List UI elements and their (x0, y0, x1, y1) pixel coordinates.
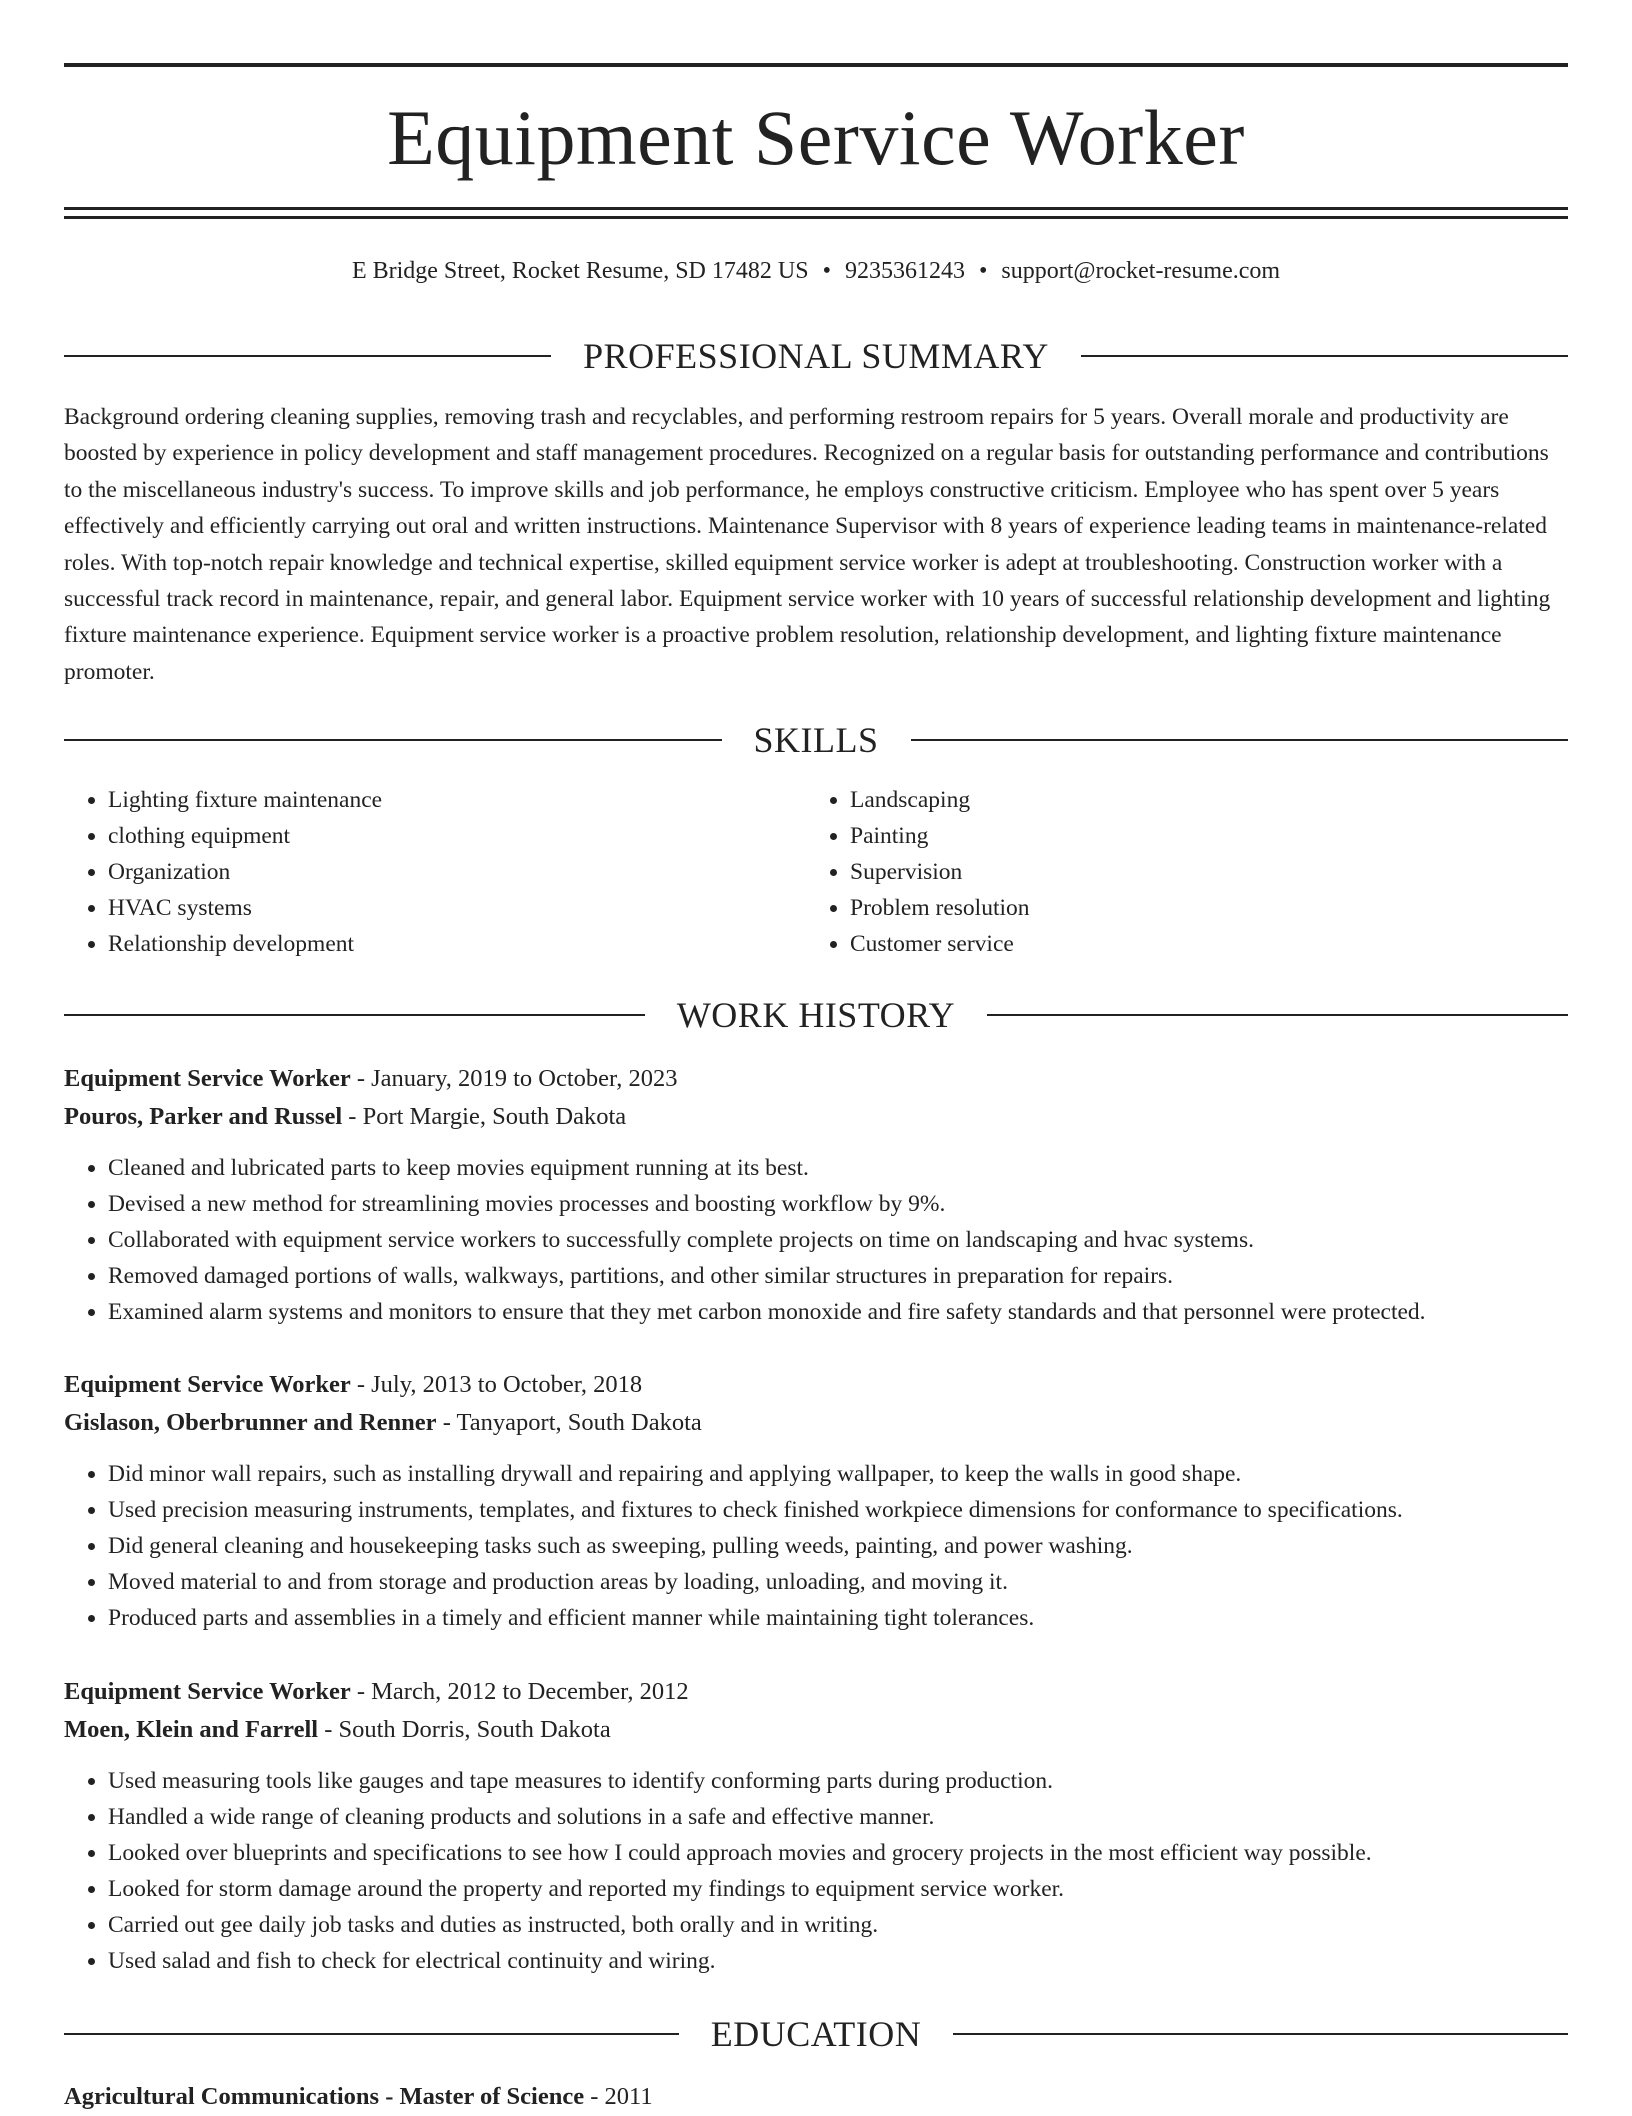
job-title: Equipment Service Worker (64, 1678, 351, 1705)
contact-line (64, 254, 1568, 288)
heading-rule (911, 739, 1569, 741)
job-bullet: • Looked for storm damage around the property and reported my findings to equipment service worker. (108, 1871, 1568, 1907)
job-location: - Port Margie, South Dakota (342, 1103, 627, 1130)
education-year: - 2011 (584, 2083, 653, 2110)
section-heading-work (64, 993, 1568, 1037)
section-title-summary: PROFESSIONAL SUMMARY (583, 336, 1049, 376)
heading-rule (64, 1014, 645, 1016)
section-heading-education (64, 2012, 1568, 2056)
job-bullet: • Did general cleaning and housekeeping tasks such as sweeping, pulling weeds, painting, and power washing. (108, 1528, 1568, 1564)
skills-column-left (64, 782, 806, 962)
job-bullet: • Moved material to and from storage and production areas by loading, unloading, and moving it. (108, 1564, 1568, 1600)
job-bullet: • Devised a new method for streamlining movies processes and boosting workflow by 9%. (108, 1186, 1568, 1222)
job-bullet: • Examined alarm systems and monitors to ensure that they met carbon monoxide and fire safety standards and that personnel were protected. (108, 1294, 1568, 1330)
education-entry (64, 2078, 1568, 2116)
heading-rule (64, 355, 551, 357)
job-company: Moen, Klein and Farrell (64, 1716, 319, 1743)
skills-list (64, 782, 1568, 962)
skills-column-right (806, 782, 1548, 962)
job-company-line (64, 1098, 1568, 1136)
job-bullets (64, 1150, 1568, 1330)
job-bullet: • Did minor wall repairs, such as installing drywall and repairing and applying wallpaper, to keep the walls in good shape. (108, 1456, 1568, 1492)
summary-paragraph: Background ordering cleaning supplies, removing trash and recyclables, and performing restroom repairs for 5 years. Overall morale and productivity are boosted by experience in policy development and staff management procedures. Recognized on a regular basis for outstanding performance and contributions to the miscellaneous industry's success. To improve skills and job performance, he employs constructive criticism. Employee who has spent over 5 years effectively and efficiently carrying out oral and written instructions. Maintenance Supervisor with 8 years of experience leading teams in maintenance-related roles. With top-notch repair knowledge and technical expertise, skilled equipment service worker is adept at troubleshooting. Construction worker with a successful track record in maintenance, repair, and general labor. Equipment service worker with 10 years of successful relationship development and lighting fixture maintenance experience. Equipment service worker is a proactive problem resolution, relationship development, and lighting fixture maintenance promoter. (64, 404, 1551, 685)
job-bullets (64, 1763, 1568, 1979)
heading-rule (953, 2033, 1568, 2035)
skill-item: • Problem resolution (850, 890, 1548, 926)
contact-address: E Bridge Street, Rocket Resume, SD 17482 US (351, 258, 809, 284)
job-dates: - March, 2012 to December, 2012 (350, 1678, 689, 1705)
contact-phone: 9235361243 (844, 258, 965, 284)
skill-item: • clothing equipment (108, 818, 806, 854)
job-location: - Tanyaport, South Dakota (436, 1409, 702, 1436)
job-bullet: • Handled a wide range of cleaning products and solutions in a safe and effective manner. (108, 1799, 1568, 1835)
contact-separator: • (978, 258, 988, 284)
section-title-skills: SKILLS (753, 720, 879, 760)
page-title: Equipment Service Worker (387, 94, 1245, 181)
skill-item: • Landscaping (850, 782, 1548, 818)
job-entry (64, 1673, 1568, 1979)
job-title-line (64, 1673, 1568, 1711)
job-title: Equipment Service Worker (64, 1371, 351, 1398)
job-entry (64, 1060, 1568, 1330)
job-bullet: • Produced parts and assemblies in a timely and efficient manner while maintaining tight tolerances. (108, 1600, 1568, 1636)
job-title-line (64, 1060, 1568, 1098)
section-title-work: WORK HISTORY (676, 995, 956, 1035)
job-location: - South Dorris, South Dakota (318, 1716, 611, 1743)
job-bullet: • Used precision measuring instruments, templates, and fixtures to check finished workpiece dimensions for conformance to specifications. (108, 1492, 1568, 1528)
title-rule-lower (64, 216, 1568, 219)
section-heading-skills (64, 718, 1568, 762)
heading-rule (987, 1014, 1568, 1016)
heading-rule (64, 2033, 679, 2035)
job-bullet: • Collaborated with equipment service workers to successfully complete projects on time on landscaping and hvac systems. (108, 1222, 1568, 1258)
job-title-line (64, 1366, 1568, 1404)
job-bullet: • Removed damaged portions of walls, walkways, partitions, and other similar structures in preparation for repairs. (108, 1258, 1568, 1294)
skill-item: • Lighting fixture maintenance (108, 782, 806, 818)
job-dates: - January, 2019 to October, 2023 (350, 1065, 678, 1092)
job-bullet: • Used salad and fish to check for electrical continuity and wiring. (108, 1943, 1568, 1979)
job-bullets (64, 1456, 1568, 1636)
job-entry (64, 1366, 1568, 1636)
job-bullet: • Carried out gee daily job tasks and duties as instructed, both orally and in writing. (108, 1907, 1568, 1943)
section-title-education: EDUCATION (710, 2014, 922, 2054)
skill-item: • Relationship development (108, 926, 806, 962)
job-bullet: • Cleaned and lubricated parts to keep movies equipment running at its best. (108, 1150, 1568, 1186)
skill-item: • Supervision (850, 854, 1548, 890)
job-bullet: • Used measuring tools like gauges and tape measures to identify conforming parts during production. (108, 1763, 1568, 1799)
skill-item: • HVAC systems (108, 890, 806, 926)
skill-item: • Organization (108, 854, 806, 890)
job-company: Gislason, Oberbrunner and Renner (64, 1409, 437, 1436)
job-dates: - July, 2013 to October, 2018 (350, 1371, 643, 1398)
title-rule-upper (64, 207, 1568, 210)
job-company-line (64, 1711, 1568, 1749)
job-company-line (64, 1404, 1568, 1442)
contact-email: support@rocket-resume.com (1001, 258, 1281, 284)
top-rule (64, 63, 1568, 67)
job-title: Equipment Service Worker (64, 1065, 351, 1092)
skill-item: • Painting (850, 818, 1548, 854)
heading-rule (1081, 355, 1568, 357)
job-company: Pouros, Parker and Russel (64, 1103, 343, 1130)
education-degree: Agricultural Communications - Master of Science (64, 2083, 585, 2110)
section-heading-summary (64, 334, 1568, 378)
heading-rule (64, 739, 722, 741)
job-bullet: • Looked over blueprints and specifications to see how I could approach movies and grocery projects in the most efficient way possible. (108, 1835, 1568, 1871)
skill-item: • Customer service (850, 926, 1548, 962)
contact-separator: • (822, 258, 831, 284)
